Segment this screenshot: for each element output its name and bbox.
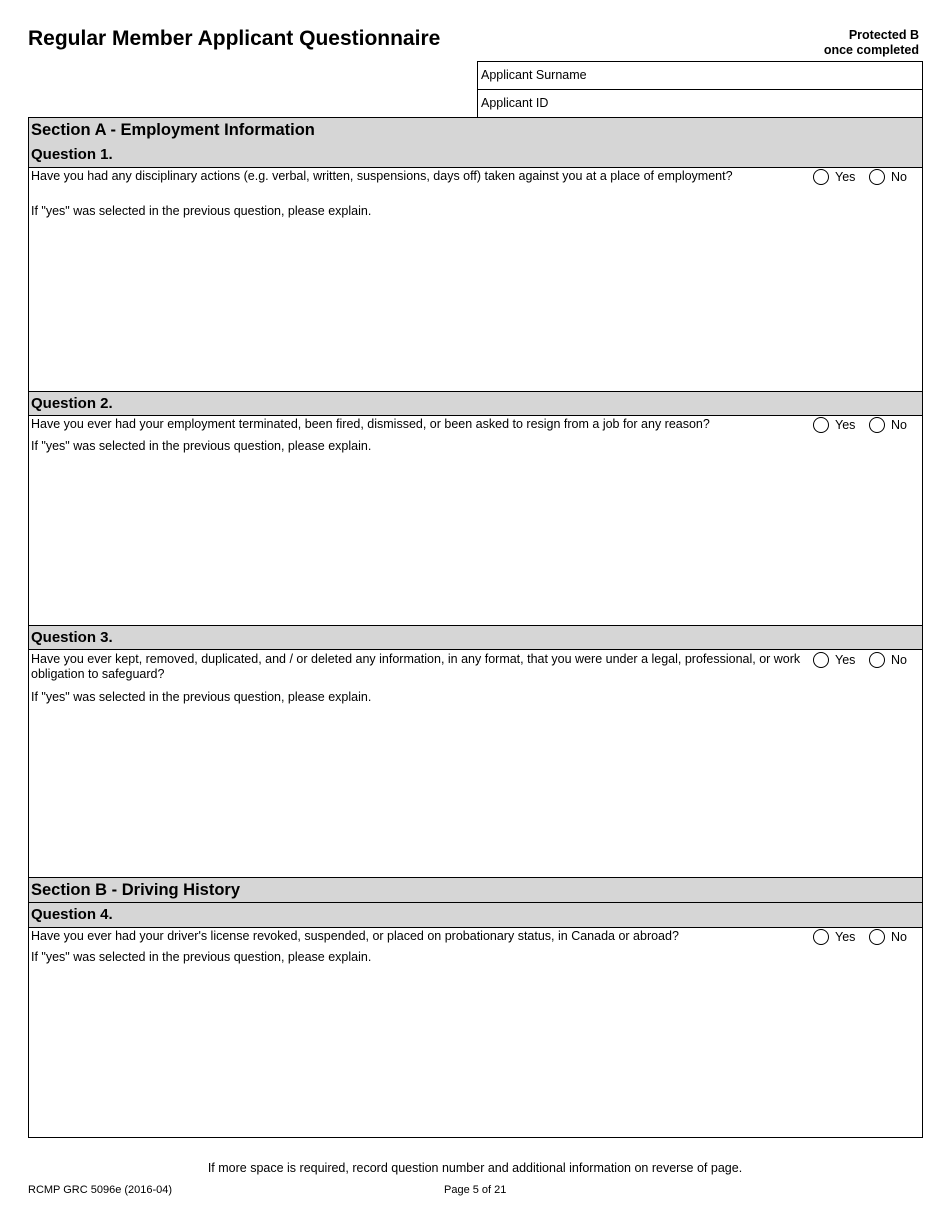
section-a-header: Section A - Employment Information — [29, 118, 922, 144]
radio-circle-icon[interactable] — [813, 929, 829, 945]
applicant-surname-label: Applicant Surname — [481, 68, 587, 82]
radio-circle-icon[interactable] — [813, 652, 829, 668]
question-3-text: Have you ever kept, removed, duplicated, and / or deleted any information, in any format, that you were under a legal, professional, or work obligation to safeguard? — [31, 652, 801, 681]
form-title: Regular Member Applicant Questionnaire — [28, 27, 441, 50]
question-1-explanation-box[interactable] — [29, 222, 922, 390]
questionnaire-form — [28, 117, 923, 1138]
question-3-no-option[interactable] — [869, 652, 907, 668]
no-label: No — [891, 653, 907, 667]
yes-label: Yes — [835, 418, 856, 432]
question-1-explain-prompt: If "yes" was selected in the previous question, please explain. — [31, 204, 372, 218]
protected-label: Protected B — [848, 28, 919, 42]
question-3-explanation-box[interactable] — [29, 708, 922, 876]
question-2-text: Have you ever had your employment terminated, been fired, dismissed, or been asked to resign from a job for any reason? — [31, 417, 710, 431]
yes-label: Yes — [835, 930, 856, 944]
question-4-explain-prompt: If "yes" was selected in the previous question, please explain. — [31, 950, 372, 964]
question-4-yes-option[interactable] — [813, 929, 855, 945]
radio-circle-icon[interactable] — [813, 417, 829, 433]
question-1-text: Have you had any disciplinary actions (e.g. verbal, written, suspensions, days off) taken against you at a place of employment? — [31, 169, 733, 183]
question-2-no-option[interactable] — [869, 417, 907, 433]
question-3-header: Question 3. — [29, 625, 922, 650]
form-number: RCMP GRC 5096e (2016-04) — [28, 1184, 173, 1196]
question-1-no-option[interactable] — [869, 169, 907, 185]
applicant-surname-field[interactable] — [477, 61, 923, 90]
protected-sublabel: once completed — [823, 43, 919, 57]
question-4-explanation-box[interactable] — [29, 968, 922, 1136]
question-2-explanation-box[interactable] — [29, 456, 922, 624]
radio-circle-icon[interactable] — [869, 652, 885, 668]
question-2-yes-option[interactable] — [813, 417, 855, 433]
footer-note: If more space is required, record question number and additional information on reverse of page. — [207, 1161, 743, 1175]
yes-label: Yes — [835, 170, 856, 184]
question-2-header: Question 2. — [29, 391, 922, 416]
question-2-explain-prompt: If "yes" was selected in the previous question, please explain. — [31, 439, 372, 453]
question-4-header: Question 4. — [29, 903, 922, 928]
radio-circle-icon[interactable] — [813, 169, 829, 185]
page-number: Page 5 of 21 — [444, 1184, 507, 1196]
question-3-yes-option[interactable] — [813, 652, 855, 668]
no-label: No — [891, 418, 907, 432]
radio-circle-icon[interactable] — [869, 417, 885, 433]
question-1-header: Question 1. — [29, 143, 922, 168]
yes-label: Yes — [835, 653, 856, 667]
radio-circle-icon[interactable] — [869, 929, 885, 945]
no-label: No — [891, 170, 907, 184]
question-3-explain-prompt: If "yes" was selected in the previous question, please explain. — [31, 690, 372, 704]
applicant-id-field[interactable] — [477, 89, 923, 118]
question-4-text: Have you ever had your driver's license revoked, suspended, or placed on probationary status, in Canada or abroad? — [31, 929, 679, 943]
applicant-id-label: Applicant ID — [481, 96, 549, 110]
question-1-yes-option[interactable] — [813, 169, 855, 185]
question-4-no-option[interactable] — [869, 929, 907, 945]
radio-circle-icon[interactable] — [869, 169, 885, 185]
no-label: No — [891, 930, 907, 944]
section-b-header: Section B - Driving History — [29, 877, 922, 903]
